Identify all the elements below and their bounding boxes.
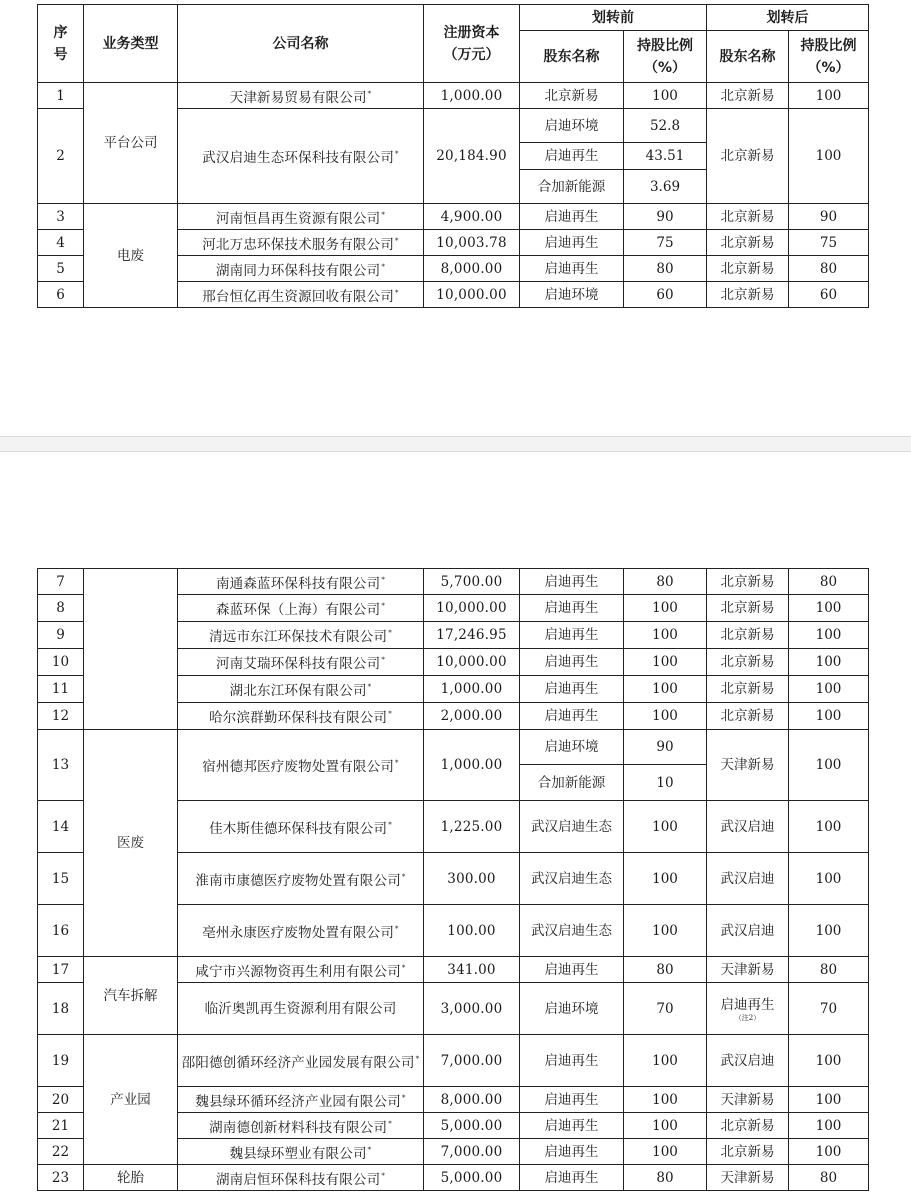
registered-capital: 8,000.00 [424, 256, 520, 282]
row-seq: 4 [38, 230, 84, 256]
company-name-text: 河南恒昌再生资源有限公司 [215, 210, 381, 227]
ratio-before: 90 [624, 730, 707, 765]
company-name-text: 亳州永康医疗废物处置有限公司 [202, 924, 395, 941]
ratio-before: 80 [624, 1165, 707, 1191]
registered-capital: 1,225.00 [424, 801, 520, 853]
ratio-after: 60 [789, 282, 869, 308]
holder-before: 合加新能源 [520, 765, 624, 801]
footnote-mark: * [395, 150, 399, 158]
footnote-mark: * [381, 210, 386, 219]
holder-after [707, 109, 789, 204]
holder-after-text: 武汉启迪 [720, 922, 775, 939]
table-row [38, 730, 869, 765]
holder-after-text: 北京新易 [720, 208, 775, 225]
holder-after [707, 905, 789, 957]
company-name [178, 730, 424, 801]
ratio-before: 43.51 [624, 143, 707, 170]
footnote-mark: * [401, 963, 406, 972]
footnote-mark: * [395, 288, 399, 297]
ratio-before: 80 [624, 256, 707, 282]
holder-before: 启迪再生 [520, 1139, 624, 1165]
header-ratio-after: 持股比例 （%） [789, 31, 869, 83]
holder-after-text: 天津新易 [720, 961, 775, 978]
holder-after-text: 启迪再生 [720, 996, 775, 1013]
footnote-mark: * [381, 262, 386, 271]
company-name-text: 邢台恒亿再生资源回收有限公司 [202, 288, 395, 305]
holder-after [707, 1139, 789, 1165]
header-seq: 序 号 [38, 5, 84, 83]
ratio-after: 100 [789, 109, 869, 204]
row-seq: 3 [38, 204, 84, 230]
holder-before: 启迪再生 [520, 143, 624, 170]
ratio-before: 100 [624, 905, 707, 957]
company-name [178, 230, 424, 256]
ratio-after: 90 [789, 204, 869, 230]
ratio-before: 90 [624, 204, 707, 230]
holder-after-text: 北京新易 [720, 600, 775, 616]
company-name-text: 河北万忠环保技术服务有限公司 [202, 236, 395, 253]
biz-type: 平台公司 [84, 83, 178, 204]
ratio-before: 100 [624, 1087, 707, 1113]
biz-type: 产业园 [84, 1035, 178, 1165]
ratio-after: 80 [789, 957, 869, 983]
row-seq: 13 [38, 730, 84, 801]
holder-before: 合加新能源 [520, 170, 624, 204]
ratio-after: 100 [789, 905, 869, 957]
company-name [178, 1087, 424, 1113]
holder-after [707, 1113, 789, 1139]
table-row [38, 204, 869, 230]
company-name [178, 109, 424, 204]
row-seq: 2 [38, 109, 84, 204]
ratio-after: 75 [789, 230, 869, 256]
ratio-after: 100 [789, 622, 869, 649]
row-seq: 20 [38, 1087, 84, 1113]
ratio-after: 100 [789, 595, 869, 622]
holder-after-text: 北京新易 [720, 1143, 775, 1160]
registered-capital: 3,000.00 [424, 983, 520, 1035]
company-name-text: 湖南德创新材料科技有限公司 [209, 1119, 388, 1136]
ratio-before: 80 [624, 569, 707, 595]
ratio-before: 100 [624, 853, 707, 905]
company-name [178, 676, 424, 703]
company-name-text: 武汉启迪生态环保科技有限公司 [202, 150, 395, 166]
holder-before: 启迪再生 [520, 649, 624, 676]
header-capital: 注册资本 （万元） [424, 5, 520, 83]
company-name-text: 宿州德邦医疗废物处置有限公司 [202, 759, 395, 775]
transfer-table-page-1 [37, 4, 869, 308]
ratio-before: 70 [624, 983, 707, 1035]
table-row [38, 1165, 869, 1191]
holder-after-text: 天津新易 [720, 757, 775, 773]
registered-capital: 17,246.95 [424, 622, 520, 649]
holder-after [707, 649, 789, 676]
company-name [178, 1139, 424, 1165]
header-biz-type: 业务类型 [84, 5, 178, 83]
holder-after-text: 北京新易 [720, 681, 775, 697]
holder-after-text: 天津新易 [720, 1091, 775, 1108]
row-seq: 5 [38, 256, 84, 282]
row-seq: 16 [38, 905, 84, 957]
holder-after-text: 北京新易 [720, 286, 775, 303]
registered-capital: 341.00 [424, 957, 520, 983]
holder-after-text: 北京新易 [720, 148, 775, 164]
biz-type: 电废 [84, 204, 178, 308]
row-seq: 8 [38, 595, 84, 622]
biz-type: 医废 [84, 730, 178, 957]
row-seq: 22 [38, 1139, 84, 1165]
footnote-mark: * [395, 759, 399, 767]
ratio-before: 100 [624, 1113, 707, 1139]
holder-after-text: 武汉启迪 [720, 818, 775, 835]
ratio-before: 75 [624, 230, 707, 256]
row-seq: 15 [38, 853, 84, 905]
company-name-text: 清远市东江环保技术有限公司 [209, 629, 388, 645]
company-name [178, 649, 424, 676]
row-seq: 21 [38, 1113, 84, 1139]
footnote-mark: * [388, 629, 392, 637]
header-before: 划转前 [520, 5, 707, 31]
holder-before: 启迪再生 [520, 256, 624, 282]
holder-after-text: 北京新易 [720, 87, 775, 104]
registered-capital: 20,184.90 [424, 109, 520, 204]
registered-capital: 10,000.00 [424, 595, 520, 622]
holder-before: 启迪再生 [520, 595, 624, 622]
holder-after-text: 北京新易 [720, 627, 775, 643]
ratio-after: 100 [789, 649, 869, 676]
holder-after-text: 北京新易 [720, 234, 775, 251]
company-name [178, 595, 424, 622]
footnote-mark: * [381, 1171, 386, 1180]
ratio-before: 52.8 [624, 109, 707, 143]
footnote-mark: * [381, 656, 386, 664]
company-name-text: 湖北东江环保有限公司 [229, 683, 367, 699]
company-name-text: 咸宁市兴源物资再生利用有限公司 [195, 963, 401, 980]
holder-before: 启迪环境 [520, 983, 624, 1035]
row-seq: 17 [38, 957, 84, 983]
ratio-before: 100 [624, 676, 707, 703]
company-name [178, 957, 424, 983]
registered-capital: 2,000.00 [424, 703, 520, 730]
ratio-before: 3.69 [624, 170, 707, 204]
ratio-after: 100 [789, 853, 869, 905]
ratio-before: 10 [624, 765, 707, 801]
footnote-mark: * [367, 683, 372, 691]
registered-capital: 1,000.00 [424, 676, 520, 703]
row-seq: 18 [38, 983, 84, 1035]
row-seq: 10 [38, 649, 84, 676]
ratio-after: 100 [789, 83, 869, 109]
holder-after-text: 武汉启迪 [720, 1052, 775, 1069]
holder-after [707, 676, 789, 703]
footnote-mark: * [367, 1145, 372, 1154]
table-body [38, 83, 869, 308]
footnote-mark: * [381, 575, 386, 584]
ratio-after: 100 [789, 676, 869, 703]
company-name [178, 569, 424, 595]
header-company: 公司名称 [178, 5, 424, 83]
company-name-text: 邵阳德创循环经济产业园发展有限公司 [181, 1054, 415, 1071]
registered-capital: 100.00 [424, 905, 520, 957]
company-name [178, 282, 424, 308]
ratio-after: 80 [789, 256, 869, 282]
holder-after [707, 1035, 789, 1087]
registered-capital: 5,000.00 [424, 1165, 520, 1191]
footnote-mark: * [388, 710, 392, 718]
holder-after [707, 83, 789, 109]
company-name [178, 905, 424, 957]
ratio-before: 100 [624, 83, 707, 109]
holder-after [707, 282, 789, 308]
holder-after-text: 北京新易 [720, 708, 775, 724]
holder-after [707, 204, 789, 230]
holder-before: 武汉启迪生态 [520, 853, 624, 905]
footnote-mark: * [381, 602, 386, 610]
row-seq: 12 [38, 703, 84, 730]
company-name [178, 703, 424, 730]
holder-after-text: 天津新易 [720, 1169, 775, 1186]
holder-before: 启迪再生 [520, 204, 624, 230]
company-name-text: 哈尔滨群勤环保科技有限公司 [209, 710, 388, 726]
holder-after [707, 1087, 789, 1113]
holder-after-text: 北京新易 [720, 573, 775, 590]
ratio-before: 100 [624, 1139, 707, 1165]
holder-before: 启迪环境 [520, 109, 624, 143]
ratio-before: 80 [624, 957, 707, 983]
holder-before: 启迪环境 [520, 282, 624, 308]
holder-after [707, 256, 789, 282]
registered-capital: 5,700.00 [424, 569, 520, 595]
page-separator [0, 436, 911, 452]
table-row [38, 957, 869, 983]
holder-after-text: 武汉启迪 [720, 870, 775, 887]
registered-capital: 1,000.00 [424, 83, 520, 109]
ratio-before: 100 [624, 649, 707, 676]
table-row [38, 83, 869, 109]
holder-before: 启迪再生 [520, 1087, 624, 1113]
holder-after [707, 1165, 789, 1191]
registered-capital: 10,000.00 [424, 649, 520, 676]
table-row [38, 1035, 869, 1087]
holder-before: 启迪再生 [520, 957, 624, 983]
company-name [178, 1113, 424, 1139]
holder-before: 北京新易 [520, 83, 624, 109]
holder-after-text: 北京新易 [720, 260, 775, 277]
company-name-text: 魏县绿环循环经济产业园有限公司 [195, 1093, 401, 1110]
holder-after-text: 北京新易 [720, 654, 775, 670]
registered-capital: 4,900.00 [424, 204, 520, 230]
holder-after [707, 569, 789, 595]
ratio-before: 100 [624, 595, 707, 622]
header-holder-after: 股东名称 [707, 31, 789, 83]
registered-capital: 8,000.00 [424, 1087, 520, 1113]
row-seq: 9 [38, 622, 84, 649]
company-name-text: 淮南市康德医疗废物处置有限公司 [195, 872, 401, 889]
ratio-after: 100 [789, 1035, 869, 1087]
table-row [38, 569, 869, 595]
company-name [178, 853, 424, 905]
ratio-after: 80 [789, 1165, 869, 1191]
company-name-text: 佳木斯佳德环保科技有限公司 [209, 820, 388, 837]
footnote-mark: * [415, 1054, 420, 1063]
holder-before: 武汉启迪生态 [520, 801, 624, 853]
holder-before: 启迪再生 [520, 676, 624, 703]
ratio-before: 100 [624, 1035, 707, 1087]
holder-after [707, 230, 789, 256]
row-seq: 1 [38, 83, 84, 109]
holder-before: 启迪再生 [520, 622, 624, 649]
header-holder-before: 股东名称 [520, 31, 624, 83]
ratio-before: 100 [624, 622, 707, 649]
ratio-after: 100 [789, 1087, 869, 1113]
ratio-after: 100 [789, 801, 869, 853]
holder-before: 启迪再生 [520, 569, 624, 595]
row-seq: 7 [38, 569, 84, 595]
company-name [178, 1035, 424, 1087]
ratio-after: 100 [789, 730, 869, 801]
holder-after [707, 622, 789, 649]
biz-type: 汽车拆解 [84, 957, 178, 1035]
row-seq: 6 [38, 282, 84, 308]
footnote-mark: * [401, 872, 406, 881]
registered-capital: 1,000.00 [424, 730, 520, 801]
company-name [178, 801, 424, 853]
holder-after [707, 703, 789, 730]
company-name-text: 森蓝环保（上海）有限公司 [215, 602, 381, 618]
registered-capital: 300.00 [424, 853, 520, 905]
biz-type: 轮胎 [84, 1165, 178, 1191]
company-name [178, 204, 424, 230]
holder-before: 武汉启迪生态 [520, 905, 624, 957]
registered-capital: 7,000.00 [424, 1035, 520, 1087]
holder-after-text: 北京新易 [720, 1117, 775, 1134]
company-name [178, 256, 424, 282]
company-name [178, 983, 424, 1035]
company-name [178, 622, 424, 649]
footnote-mark: * [401, 1093, 406, 1102]
holder-after [707, 957, 789, 983]
ratio-after: 100 [789, 1139, 869, 1165]
registered-capital: 10,003.78 [424, 230, 520, 256]
row-seq: 14 [38, 801, 84, 853]
registered-capital: 10,000.00 [424, 282, 520, 308]
company-name-text: 河南艾瑞环保科技有限公司 [215, 656, 381, 672]
holder-before: 启迪再生 [520, 1035, 624, 1087]
holder-before: 启迪环境 [520, 730, 624, 765]
holder-after [707, 801, 789, 853]
company-name-text: 临沂奥凯再生资源利用有限公司 [204, 1000, 397, 1017]
ratio-before: 100 [624, 703, 707, 730]
footnote-mark: * [388, 1119, 392, 1128]
header-after: 划转后 [707, 5, 869, 31]
row-seq: 19 [38, 1035, 84, 1087]
registered-capital: 7,000.00 [424, 1139, 520, 1165]
company-name-text: 南通森蓝环保科技有限公司 [215, 575, 381, 592]
footnote-mark: * [388, 820, 392, 829]
holder-after [707, 730, 789, 801]
header-ratio-before: 持股比例 （%） [624, 31, 707, 83]
row-seq: 23 [38, 1165, 84, 1191]
footnote-mark: * [367, 89, 372, 98]
ratio-after: 100 [789, 1113, 869, 1139]
transfer-table-page-2 [37, 568, 869, 1191]
footnote-mark: * [395, 924, 399, 933]
holder-before: 启迪再生 [520, 1113, 624, 1139]
ratio-after: 70 [789, 983, 869, 1035]
table-body [38, 569, 869, 1191]
footnote-note: （注2） [734, 1013, 761, 1022]
row-seq: 11 [38, 676, 84, 703]
biz-type [84, 569, 178, 730]
company-name [178, 83, 424, 109]
ratio-before: 60 [624, 282, 707, 308]
holder-after [707, 595, 789, 622]
ratio-after: 80 [789, 569, 869, 595]
ratio-after: 100 [789, 703, 869, 730]
company-name-text: 天津新易贸易有限公司 [229, 89, 367, 106]
holder-after [707, 853, 789, 905]
ratio-before: 100 [624, 801, 707, 853]
registered-capital: 5,000.00 [424, 1113, 520, 1139]
company-name-text: 魏县绿环塑业有限公司 [229, 1145, 367, 1162]
company-name-text: 湖南启恒环保科技有限公司 [215, 1171, 381, 1188]
holder-before: 启迪再生 [520, 230, 624, 256]
company-name [178, 1165, 424, 1191]
company-name-text: 湖南同力环保科技有限公司 [215, 262, 381, 279]
holder-after [707, 983, 789, 1035]
footnote-mark: * [395, 236, 399, 245]
holder-before: 启迪再生 [520, 1165, 624, 1191]
holder-before: 启迪再生 [520, 703, 624, 730]
